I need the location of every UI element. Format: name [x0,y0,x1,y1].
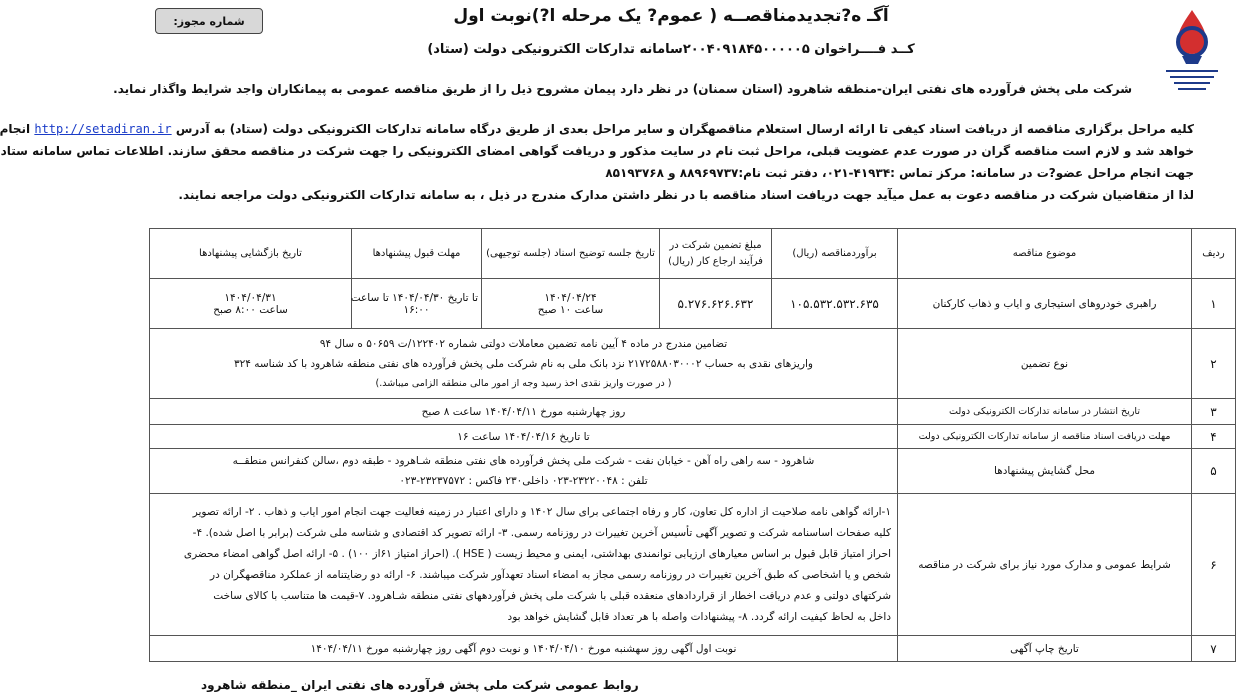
row1-estimate: ۱۰۵.۵۳۲.۵۳۲.۶۳۵ [772,279,898,329]
table-row [150,399,1236,425]
row4-value: تا تاریخ ۱۴۰۴/۰۴/۱۶ ساعت ۱۶ [150,425,898,449]
header-opening: تاریخ بازگشایی پیشنهادها [150,229,352,279]
table-row [150,279,1236,329]
procedure-paragraph [0,118,1194,206]
company-logo [1156,6,1228,98]
row4-label: مهلت دریافت اسناد مناقصه از سامانه تدارکات الکترونیکی دولت [898,425,1192,449]
header-meeting: تاریخ جلسه توضیح اسناد (جلسه توجیهی) [482,229,660,279]
row2-guarantee-type: تضامین مندرج در ماده ۴ آیین نامه تضمین معاملات دولتی شماره ۱۲۲۴۰۲/ت ۵۰۶۵۹ ه سال ۹۴ واریزهای نقدی به حساب ۲۱۷۲۵۸۸۰۳۰۰۰۲ نزد بانک ملی به نام شرکت ملی پخش فرآورده های نفتی منطقه شاهرود با کد شناسه ۳۲۴ ( در صورت واریز نقدی اخذ رسید وجه از امور مالی منطقه الزامی میباشد.) [150,329,898,399]
header-subject: موضوع مناقصه [898,229,1192,279]
row7-value: نوبت اول آگهی روز سهشنبه مورخ ۱۴۰۴/۰۴/۱۰ و نوبت دوم آگهی روز چهارشنبه مورخ ۱۴۰۴/۰۴/۱۱ [150,636,898,662]
row1-subject: راهبری خودروهای استیجاری و ایاب و ذهاب کارکنان [898,279,1192,329]
row3-label: تاریخ انتشار در سامانه تدارکات الکترونیکی دولت [898,399,1192,425]
row1-opening: ۱۴۰۴/۰۴/۳۱ ساعت ۸:۰۰ صبح [150,279,352,329]
table-row [150,329,1236,399]
row7-label: تاریخ چاپ آگهی [898,636,1192,662]
row3-no: ۳ [1192,399,1236,425]
row1-deadline: تا تاریخ ۱۴۰۴/۰۴/۳۰ تا ساعت ۱۶:۰۰ [352,279,482,329]
table-row [150,425,1236,449]
row7-no: ۷ [1192,636,1236,662]
row5-location: شاهرود - سه راهی راه آهن - خیابان نفت - شرکت ملی پخش فرآورده های نفتی منطقه شـاهرود - طبقه دوم ،سالن کنفرانس منطقــه تلفن : ۲۳۲۲۰۰۴۸-۰۲۳ داخلی۲۳۰ فاکس : ۲۳۲۳۷۵۷۲-۰۲۳ [150,449,898,494]
row6-conditions: ۱-ارائه گواهی نامه صلاحیت از اداره کل تعاون، کار و رفاه اجتماعی برای سال ۱۴۰۲ و دارای اعتبار در زمینه فعالیت جهت انجام امور ایاب و ذهاب . ۲- ارائه تصویر کلیه صفحات اساسنامه شرکت و تصویر آگهی تأسیس آخرین تغییرات در روزنامه رسمی. ۳- ارائه تصویر کد اقتصادی و شناسه ملی شرکت (برابر با اصل شده). ۴- احراز امتیاز قابل قبول بر اساس معیارهای ارزیابی توانمندی بهداشتی، ایمنی و محیط زیست ( HSE ). (احراز امتیاز ۶۱از ۱۰۰) . ۵- ارائه اصل گواهی امضاء محضری شخص و یا اشخاصی که طبق آخرین تغییرات در روزنامه رسمی مجاز به امضاء اسناد تعهدآور شرکت میباشند. ۶- ارائه دو رضایتنامه از عملکرد مناقصهگران در شرکتهای دولتی و عدم دریافت اخطار از قراردادهای منعقده قبلی با شرکت ملی پخش فرآوردههای نفتی منطقه شـاهرود. ۷-قیمت ها متناسب با کالای ساخت داخل به لحاظ کیفیت ارائه گردد. ۸- پیشنهادات واصله با هر تعداد قابل گشایش خواهد بود [150,494,898,636]
flame-logo-icon [1156,6,1228,98]
paragraph-line-4: لذا از متقاضیان شرکت در مناقصه دعوت به عمل میآید جهت دریافت اسناد مناقصه با در نظر داشتن مدارک مندرج در ذیل ، به سامانه تدارکات الکترونیکی دولت مراجعه نمایند. [178,188,1194,202]
tender-table [149,228,1236,662]
table-row [150,494,1236,636]
header-estimate: برآوردمناقصه (ریال) [772,229,898,279]
paragraph-line-2: خواهد شد و لازم است مناقصه گران در صورت عدم عضویت قبلی، مراحل ثبت نام در سایت مذکور و دریافت گواهی امضای الکترونیکی را جهت شرکت در مناقصه محقق سازند. اطلاعات تماس سامانه ستاد [0,144,1194,158]
row4-no: ۴ [1192,425,1236,449]
row5-label: محل گشایش پیشنهادها [898,449,1192,494]
table-header-row [150,229,1236,279]
row6-label: شرایط عمومی و مدارک مورد نیاز برای شرکت در مناقصه [898,494,1192,636]
paragraph-line-3: جهت انجام مراحل عضو?ت در سامانه: مرکز تماس :۴۱۹۳۴-۰۲۱، دفتر ثبت نام:۸۸۹۶۹۷۳۷ و ۸۵۱۹۳۷۶۸ [605,166,1194,180]
permit-number-box [155,8,263,34]
setad-link[interactable]: http://setadiran.ir [34,122,172,136]
table-row [150,636,1236,662]
row2-label: نوع تضمین [898,329,1192,399]
row6-no: ۶ [1192,494,1236,636]
header-row-no: ردیف [1192,229,1236,279]
row2-no: ۲ [1192,329,1236,399]
footer-public-relations: روابط عمومی شرکت ملی پخش فرآورده های نفتی ایران _منطقه شاهرود [201,678,639,692]
row1-meeting: ۱۴۰۴/۰۴/۲۴ ساعت ۱۰ صبح [482,279,660,329]
intro-line: شرکت ملی پخش فرآورده های نفتی ایران-منطقه شاهرود (استان سمنان) در نظر دارد پیمان مشروح ذیل را از طریق مناقصه عمومی به پیمانکاران واجد شرایط واگذار نماید. [113,82,1132,96]
call-code-line: کــد فــــراخوان ۲۰۰۴۰۹۱۸۴۵۰۰۰۰۰۵سامانه تدارکات الکترونیکی دولت (ستاد) [427,42,915,57]
permit-number-label: شماره مجوز: [173,14,245,28]
table-row [150,449,1236,494]
row3-value: روز چهارشنبه مورخ ۱۴۰۴/۰۴/۱۱ ساعت ۸ صبح [150,399,898,425]
row1-no: ۱ [1192,279,1236,329]
header-guarantee: مبلغ تضمین شرکت در فرآیند ارجاع کار (ریال) [660,229,772,279]
paragraph-line-1: کلیه مراحل برگزاری مناقصه از دریافت اسناد کیفی تا ارائه ارسال استعلام مناقصهگران و سایر مراحل بعدی از طریق درگاه سامانه تدارکات الکترونیکی دولت (ستاد) به آدرس http://setadiran.ir انجام [0,122,1194,136]
row5-no: ۵ [1192,449,1236,494]
row1-guarantee: ۵.۲۷۶.۶۲۶.۶۳۲ [660,279,772,329]
header-deadline: مهلت قبول پیشنهادها [352,229,482,279]
notice-title: آگـ ه?تجدیدمناقصــه ( عموم? یک مرحله ا?)نوبت اول [453,6,889,26]
